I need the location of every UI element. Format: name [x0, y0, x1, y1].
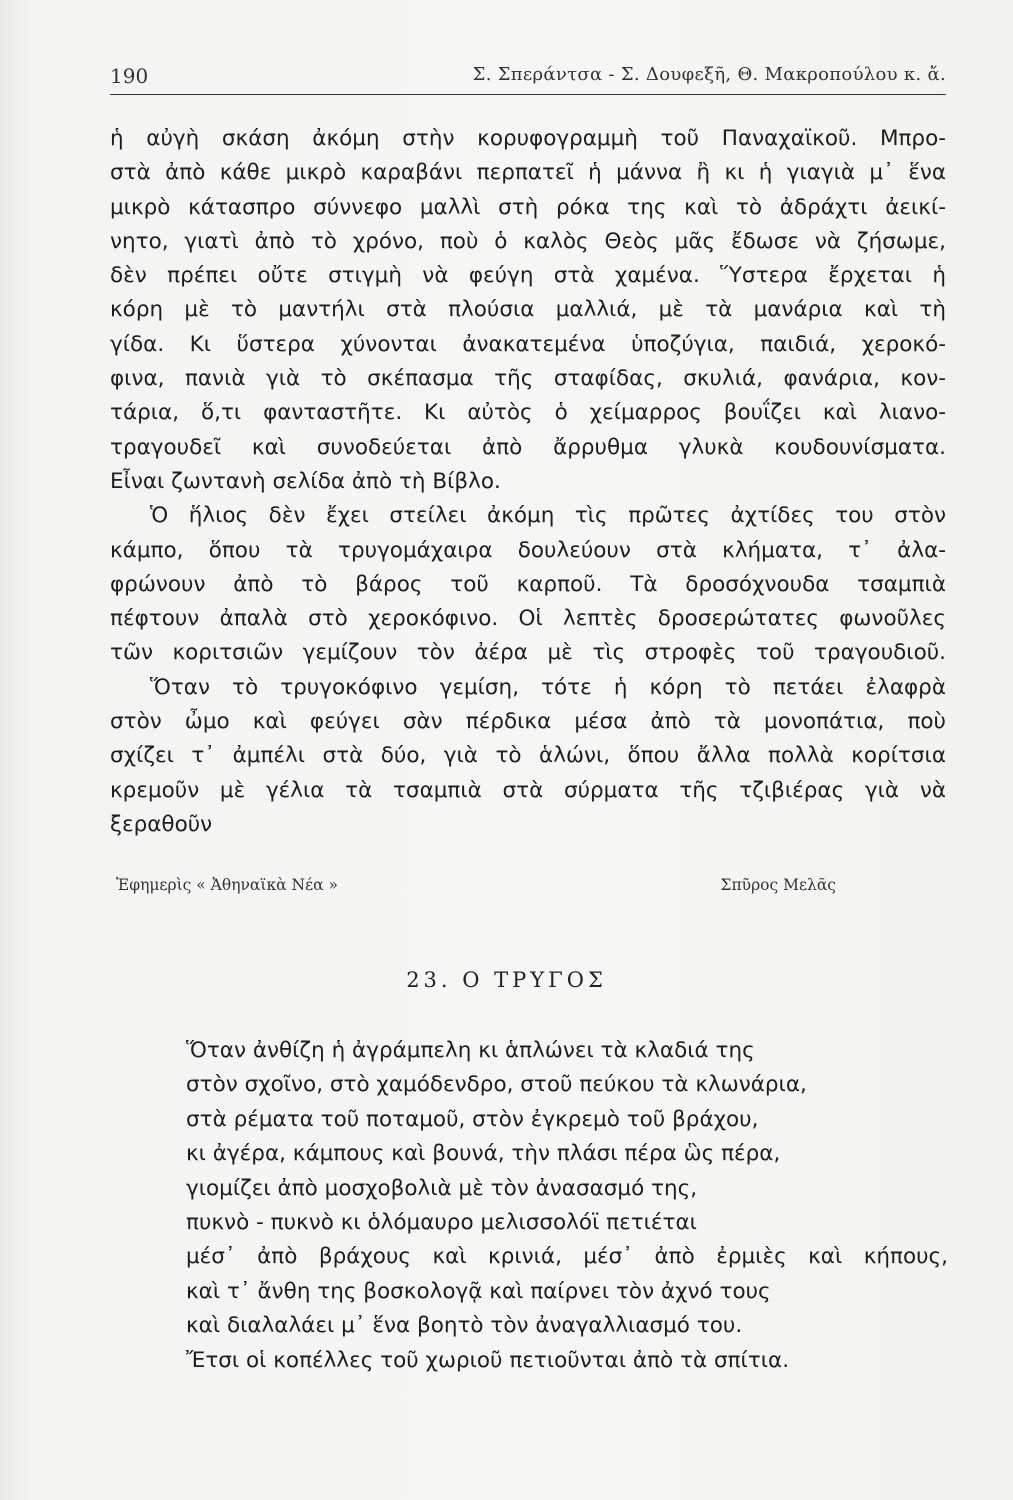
- page-header: [110, 60, 946, 95]
- prose-line: δὲν πρέπει οὔτε στιγμὴ νὰ φεύγη στὰ χαμένα. Ὕστερα ἔρχεται ἡ: [110, 263, 946, 289]
- poem-line: Ὅταν ἀνθίζη ἡ ἀγράμπελη κι ἁπλώνει τὰ κλαδιά της: [186, 1038, 755, 1063]
- prose-line: Ὁ ἥλιος δὲν ἔχει στείλει ἀκόμη τὶς πρῶτες ἀχτίδες του στὸν: [150, 503, 946, 529]
- prose-line: φινα, πανιὰ γιὰ τὸ σκέπασμα τῆς σταφίδας, σκυλιά, φανάρια, κον-: [110, 366, 946, 392]
- page-number: 190: [110, 64, 149, 88]
- poem-line: κι ἀγέρα, κάμπους καὶ βουνά, τὴν πλάσι πέρα ὣς πέρα,: [186, 1141, 781, 1167]
- prose-line: νητο, γιατὶ ἀπὸ τὸ χρόνο, ποὺ ὁ καλὸς Θεὸς μᾶς ἔδωσε νὰ ζήσωμε,: [110, 228, 946, 254]
- prose-text: [110, 122, 946, 842]
- poem-line: στὸν σχοῖνο, στὸ χαμόδενδρο, στοῦ πεύκου τὰ κλωνάρια,: [186, 1072, 807, 1098]
- poem-line: πυκνὸ - πυκνὸ κι ὁλόμαυρο μελισσολόϊ πετιέται: [186, 1209, 697, 1235]
- running-head: Σ. Σπεράντσα - Σ. Δουφεξῆ, Θ. Μακροπούλου κ. ἄ.: [472, 64, 946, 85]
- poem-line: καὶ τ᾿ ἄνθη της βοσκολογᾷ καὶ παίρνει τὸν ἀχνό τους: [186, 1278, 771, 1304]
- poem-line: γιομίζει ἀπὸ μοσχοβολιὰ μὲ τὸν ἀνασασμό της,: [186, 1175, 698, 1201]
- prose-line: Εἶναι ζωντανὴ σελίδα ἀπὸ τὴ Βίβλο.: [110, 468, 501, 494]
- poem-title: 23. Ο ΤΡΥΓΟΣ: [406, 968, 607, 992]
- prose-line: στὸν ὦμο καὶ φεύγει σὰν πέρδικα μέσα ἀπὸ τὰ μονοπάτια, ποὺ: [110, 709, 946, 735]
- prose-line: κόρη μὲ τὸ μαντήλι στὰ πλούσια μαλλιά, μὲ τὰ μανάρια καὶ τὴ: [110, 297, 946, 323]
- prose-line: ξεραθοῦν: [110, 811, 213, 837]
- source-publication: Ἐφημερὶς « Ἀθηναϊκὰ Νέα »: [116, 876, 339, 894]
- prose-line: φρώνουν ἀπὸ τὸ βάρος τοῦ καρποῦ. Τὰ δροσόχνουδα τσαμπιὰ: [110, 571, 946, 597]
- poem-text: [186, 1034, 946, 1378]
- prose-line: κρεμοῦν μὲ γέλια τὰ τσαμπιὰ στὰ σύρματα τῆς τζιβιέρας γιὰ νὰ: [110, 777, 946, 803]
- prose-line: κάμπο, ὅπου τὰ τρυγομάχαιρα δουλεύουν στὰ κλήματα, τ᾿ ἀλα-: [110, 537, 946, 563]
- prose-line: σχίζει τ᾿ ἀμπέλι στὰ δύο, γιὰ τὸ ἁλώνι, ὅπου ἄλλα πολλὰ κορίτσια: [110, 743, 946, 769]
- prose-line: τάρια, ὅ,τι φανταστῆτε. Κι αὐτὸς ὁ χείμαρρος βουΐζει καὶ λιανο-: [110, 400, 946, 426]
- poem-line: στὰ ρέματα τοῦ ποταμοῦ, στὸν ἐγκρεμὸ τοῦ βράχου,: [186, 1106, 759, 1132]
- prose-line: τῶν κοριτσιῶν γεμίζουν τὸν ἀέρα μὲ τὶς στροφὲς τοῦ τραγουδιοῦ.: [110, 640, 946, 666]
- poem-line: Ἔτσι οἱ κοπέλλες τοῦ χωριοῦ πετιοῦνται ἀπὸ τὰ σπίτια.: [186, 1347, 790, 1373]
- prose-line: μικρὸ κάτασπρο σύννεφο μαλλὶ στὴ ρόκα της καὶ τὸ ἀδράχτι ἀεικί-: [110, 194, 946, 220]
- source-author: Σπῦρος Μελᾶς: [720, 876, 836, 894]
- prose-line: γίδα. Κι ὕστερα χύνονται ἀνακατεμένα ὑποζύγια, παιδιά, χεροκό-: [110, 331, 946, 357]
- poem-line: καὶ διαλαλάει μ᾿ ἕνα βοητὸ τὸν ἀναγαλλιασμό του.: [186, 1313, 743, 1339]
- source-attribution: [110, 872, 946, 902]
- prose-line: πέφτουν ἀπαλὰ στὸ χεροκόφινο. Οἱ λεπτὲς δροσερώτατες φωνοῦλες: [110, 606, 946, 632]
- prose-line: ἡ αὐγὴ σκάση ἀκόμη στὴν κορυφογραμμὴ τοῦ Παναχαϊκοῦ. Μπρο-: [110, 126, 946, 151]
- prose-line: Ὅταν τὸ τρυγοκόφινο γεμίση, τότε ἡ κόρη τὸ πετάει ἐλαφρὰ: [150, 674, 946, 700]
- prose-line: τραγουδεῖ καὶ συνοδεύεται ἀπὸ ἄρρυθμα γλυκὰ κουδουνίσματα.: [110, 434, 946, 460]
- prose-line: στὰ ἀπὸ κάθε μικρὸ καραβάνι περπατεῖ ἡ μάννα ἢ κι ἡ γιαγιὰ μ᾿ ἕνα: [110, 160, 946, 186]
- poem-line: μέσ᾿ ἀπὸ βράχους καὶ κρινιά, μέσ᾿ ἀπὸ ἐρμιὲς καὶ κήπους,: [186, 1244, 948, 1270]
